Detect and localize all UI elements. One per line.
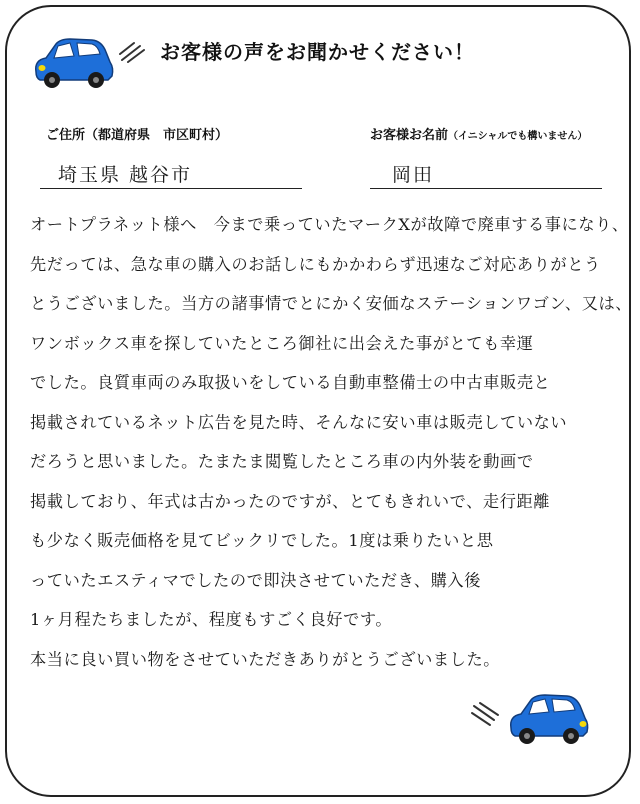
comment-line: とうございました。当方の諸事情でとにかく安価なステーションワゴン、又は、 [30,294,633,313]
comment-line: 1ヶ月程たちましたが、程度もすごく良好です。 [30,610,393,629]
comment-line: 掲載されているネット広告を見た時、そんなに安い車は販売していない [30,412,568,432]
name-label-note: （イニシャルでも構いません） [448,131,588,142]
comment-line: ワンボックス車を探していたところ御社に出会えた事がとても幸運 [30,333,534,353]
comment-line: も少なく販売価格を見てビックリでした。1度は乗りたいと思 [30,531,494,550]
name-label-text: お客様お名前 [370,128,449,143]
comment-body [30,205,633,679]
address-label: ご住所（都道府県 市区町村） [46,128,229,143]
name-label [370,124,587,143]
comment-line: っていたエスティマでしたので即決させていただき、購入後 [30,570,481,590]
name-value: 岡田 [392,164,435,186]
comment-line: 掲載しており、年式は古かったのですが、とてもきれいで、走行距離 [30,491,551,511]
comment-line: だろうと思いました。たまたま閲覧したところ車の内外装を動画で [30,452,534,471]
car-icon [505,690,591,748]
comment-line: オートプラネット様へ 今まで乗っていたマークXが故障で廃車する事になり、 [30,215,629,234]
address-underline [40,188,302,189]
page-title: お客様の声をお聞かせください！ [160,40,475,64]
car-icon [30,34,116,92]
comment-line: 先だっては、急な車の購入のお話しにもかかわらず迅速なご対応ありがとう [30,254,601,274]
comment-line: でした。良質車両のみ取扱いをしている自動車整備士の中古車販売と [30,373,551,392]
motion-lines-icon [118,40,148,64]
comment-line: 本当に良い買い物をさせていただきありがとうございました。 [30,649,501,669]
address-value: 埼玉県 越谷市 [58,164,193,186]
motion-lines-icon [470,700,502,728]
name-underline [370,188,602,189]
